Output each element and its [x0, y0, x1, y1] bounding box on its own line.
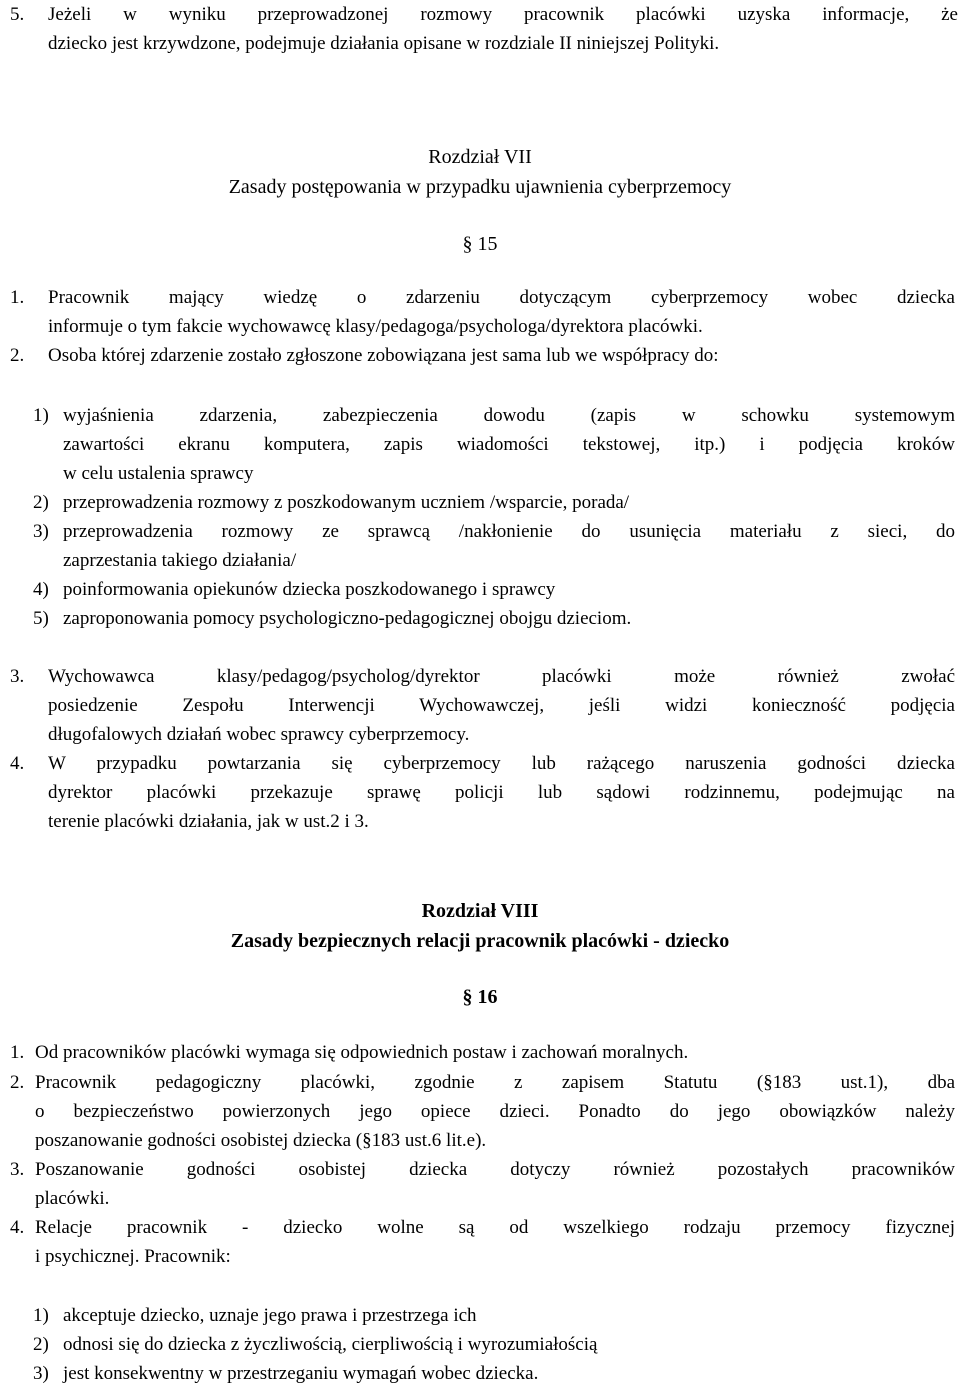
paragraph-line: poszanowanie godności osobistej dziecka (§183 ust.6 lit.e).	[35, 1130, 487, 1151]
paragraph-line: Od pracowników placówki wymaga się odpowiednich postaw i zachowań moralnych.	[35, 1042, 689, 1063]
list-line: wyjaśnienia zdarzenia, zabezpieczenia dowodu (zapis w schowku systemowym	[63, 405, 955, 426]
list-item	[33, 1359, 955, 1388]
list-line: zawartości ekranu komputera, zapis wiadomości tekstowej, itp.) i podjęcia kroków	[63, 434, 955, 455]
chapter-title: Rozdział VII	[428, 146, 532, 168]
paragraph-line: Wychowawca klasy/pedagog/psycholog/dyrektor placówki może również zwołać	[48, 666, 955, 687]
list-item	[33, 1301, 955, 1330]
list-line: jest konsekwentny w przestrzeganiu wymagań wobec dziecka.	[63, 1363, 539, 1384]
list-line: przeprowadzenia rozmowy ze sprawcą /nakłonienie do usunięcia materiału z sieci, do	[63, 521, 955, 542]
paragraph-line: informuje o tym fakcie wychowawcę klasy/pedagoga/psychologa/dyrektora placówki.	[48, 316, 703, 337]
paragraph-line: W przypadku powtarzania się cyberprzemocy lub rażącego naruszenia godności dziecka	[48, 753, 955, 774]
list-line: zaprzestania takiego działania/	[63, 550, 297, 571]
paragraph-3	[10, 1155, 955, 1213]
paragraph-number: 3.	[10, 1159, 25, 1180]
paragraph-number: 1.	[10, 287, 25, 308]
chapter-title: Rozdział VIII	[421, 900, 539, 922]
paragraph-line: terenie placówki działania, jak w ust.2 i 3.	[48, 811, 369, 832]
paragraph-1	[10, 283, 955, 341]
paragraph-line: dziecko jest krzywdzone, podejmuje działania opisane w rozdziale II niniejszej Polityki.	[48, 33, 720, 54]
list-number: 3)	[33, 521, 49, 542]
list-number: 3)	[33, 1363, 49, 1384]
paragraph-line: Osoba której zdarzenie zostało zgłoszone zobowiązana jest sama lub we współpracy do:	[48, 345, 719, 366]
section-number: § 15	[462, 233, 498, 255]
paragraph-number: 3.	[10, 666, 25, 687]
list-item	[33, 401, 955, 488]
paragraph-line: długofalowych działań wobec sprawcy cyberprzemocy.	[48, 724, 470, 745]
paragraph-5	[10, 0, 958, 58]
paragraph-number: 2.	[10, 345, 25, 366]
paragraph-number: 4.	[10, 753, 25, 774]
list-number: 2)	[33, 1334, 49, 1355]
paragraph-line: Pracownik mający wiedzę o zdarzeniu dotyczącym cyberprzemocy wobec dziecka	[48, 287, 955, 308]
list-line: zaproponowania pomocy psychologiczno-pedagogicznej obojgu dzieciom.	[63, 608, 632, 629]
list-number: 1)	[33, 1305, 49, 1326]
paragraph-line: posiedzenie Zespołu Interwencji Wychowawczej, jeśli widzi konieczność podjęcia	[48, 695, 955, 716]
paragraph-4	[10, 749, 955, 836]
list-number: 1)	[33, 405, 49, 426]
paragraph-line: o bezpieczeństwo powierzonych jego opiece dzieci. Ponadto do jego obowiązków należy	[35, 1101, 955, 1122]
paragraph-number: 4.	[10, 1217, 25, 1238]
list-item	[33, 1330, 955, 1359]
list-line: poinformowania opiekunów dziecka poszkodowanego i sprawcy	[63, 579, 556, 600]
paragraph-line: dyrektor placówki przekazuje sprawę policji lub sądowi rodzinnemu, podejmując na	[48, 782, 955, 803]
paragraph-line: Jeżeli w wyniku przeprowadzonej rozmowy pracownik placówki uzyska informacje, że	[48, 4, 958, 25]
chapter-subtitle: Zasady bezpiecznych relacji pracownik placówki - dziecko	[230, 930, 730, 952]
list-line: w celu ustalenia sprawcy	[63, 463, 254, 484]
paragraph-line: placówki.	[35, 1188, 110, 1209]
chapter-subtitle: Zasady postępowania w przypadku ujawnienia cyberprzemocy	[228, 176, 732, 198]
section-number: § 16	[462, 986, 498, 1008]
paragraph-number: 1.	[10, 1042, 25, 1063]
paragraph-line: i psychicznej. Pracownik:	[35, 1246, 231, 1267]
list-item	[33, 517, 955, 575]
paragraph-number: 5.	[10, 4, 25, 25]
paragraph-2	[10, 341, 955, 370]
list-line: akceptuje dziecko, uznaje jego prawa i przestrzega ich	[63, 1305, 477, 1326]
paragraph-2	[10, 1068, 955, 1155]
list-item	[33, 488, 955, 517]
paragraph-line: Relacje pracownik - dziecko wolne są od wszelkiego rodzaju przemocy fizycznej	[35, 1217, 955, 1238]
paragraph-3	[10, 662, 955, 749]
list-number: 4)	[33, 579, 49, 600]
paragraph-4	[10, 1213, 955, 1271]
paragraph-line: Pracownik pedagogiczny placówki, zgodnie z zapisem Statutu (§183 ust.1), dba	[35, 1072, 955, 1093]
list-number: 5)	[33, 608, 49, 629]
list-item	[33, 575, 955, 604]
paragraph-1	[10, 1038, 955, 1067]
list-line: przeprowadzenia rozmowy z poszkodowanym uczniem /wsparcie, porada/	[63, 492, 630, 513]
paragraph-number: 2.	[10, 1072, 25, 1093]
list-number: 2)	[33, 492, 49, 513]
list-line: odnosi się do dziecka z życzliwością, cierpliwością i wyrozumiałością	[63, 1334, 598, 1355]
list-item	[33, 604, 955, 633]
paragraph-line: Poszanowanie godności osobistej dziecka dotyczy również pozostałych pracowników	[35, 1159, 955, 1180]
